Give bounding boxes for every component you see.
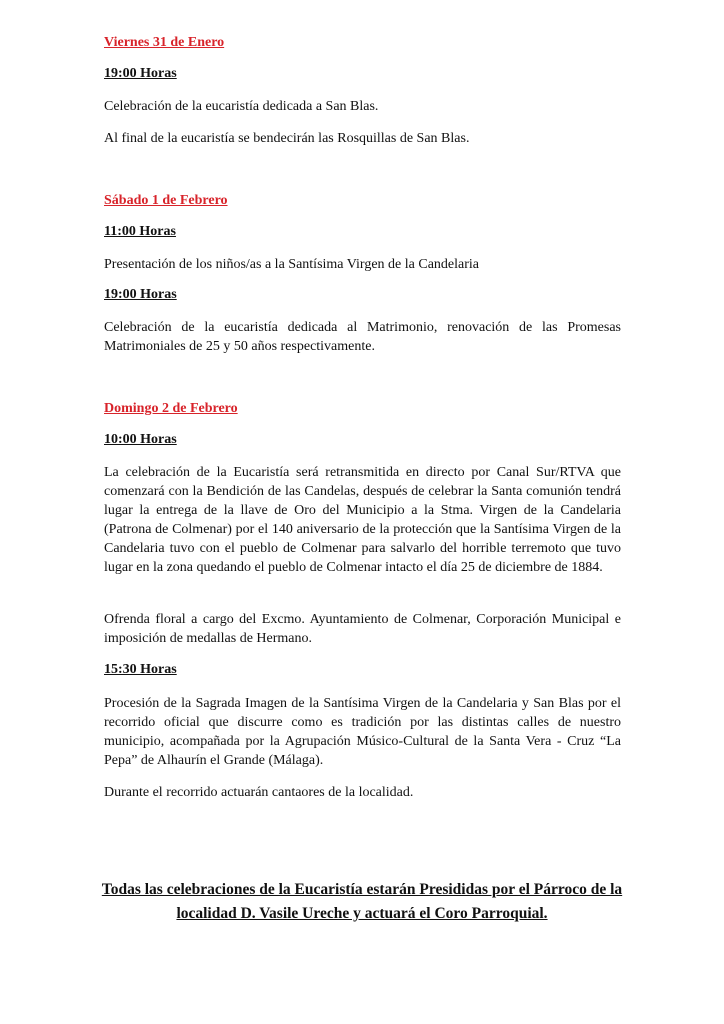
event-description: Al final de la eucaristía se bendecirán las Rosquillas de San Blas. (104, 131, 470, 146)
time-heading: 19:00 Horas (104, 66, 177, 81)
footer-note: Todas las celebraciones de la Eucaristía estarán Presididas por el Párroco de la localidad D. Vasile Ureche y actuará el Coro Parroquial. (101, 881, 623, 922)
date-heading-sabado: Sábado 1 de Febrero (104, 193, 228, 208)
time-heading: 10:00 Horas (104, 432, 177, 447)
date-heading-domingo: Domingo 2 de Febrero (104, 401, 238, 416)
event-description: Celebración de la eucaristía dedicada al Matrimonio, renovación de las Promesas Matrimoniales de 25 y 50 años respectivamente. (104, 320, 621, 354)
time-heading: 19:00 Horas (104, 287, 177, 302)
event-description: Ofrenda floral a cargo del Excmo. Ayuntamiento de Colmenar, Corporación Municipal e imposición de medallas de Hermano. (104, 612, 621, 646)
date-heading-viernes: Viernes 31 de Enero (104, 35, 225, 50)
time-heading: 11:00 Horas (104, 224, 176, 239)
event-description: Durante el recorrido actuarán cantaores de la localidad. (104, 785, 414, 800)
event-description: Procesión de la Sagrada Imagen de la Santísima Virgen de la Candelaria y San Blas por el recorrido oficial que discurre como es tradición por las distintas calles de nuestro municipio, acompañada por la Agrupación Músico-Cultural de la Santa Vera - Cruz “La Pepa” de Alhaurín el Grande (Málaga). (104, 696, 621, 768)
event-description: Celebración de la eucaristía dedicada a San Blas. (104, 99, 379, 114)
event-description: Presentación de los niños/as a la Santísima Virgen de la Candelaria (104, 257, 479, 272)
time-heading: 15:30 Horas (104, 662, 177, 677)
event-description: La celebración de la Eucaristía será retransmitida en directo por Canal Sur/RTVA que comenzará con la Bendición de las Candelas, después de celebrar la Santa comunión tendrá lugar la entrega de la llave de Oro del Municipio a la Stma. Virgen de la Candelaria (Patrona de Colmenar) por el 140 aniversario de la protección que la Santísima Virgen de la Candelaria tuvo con el pueblo de Colmenar para salvarlo del horrible terremoto que tuvo lugar en la zona quedando el pueblo de Colmenar intacto el día 25 de diciembre de 1884. (104, 465, 621, 575)
